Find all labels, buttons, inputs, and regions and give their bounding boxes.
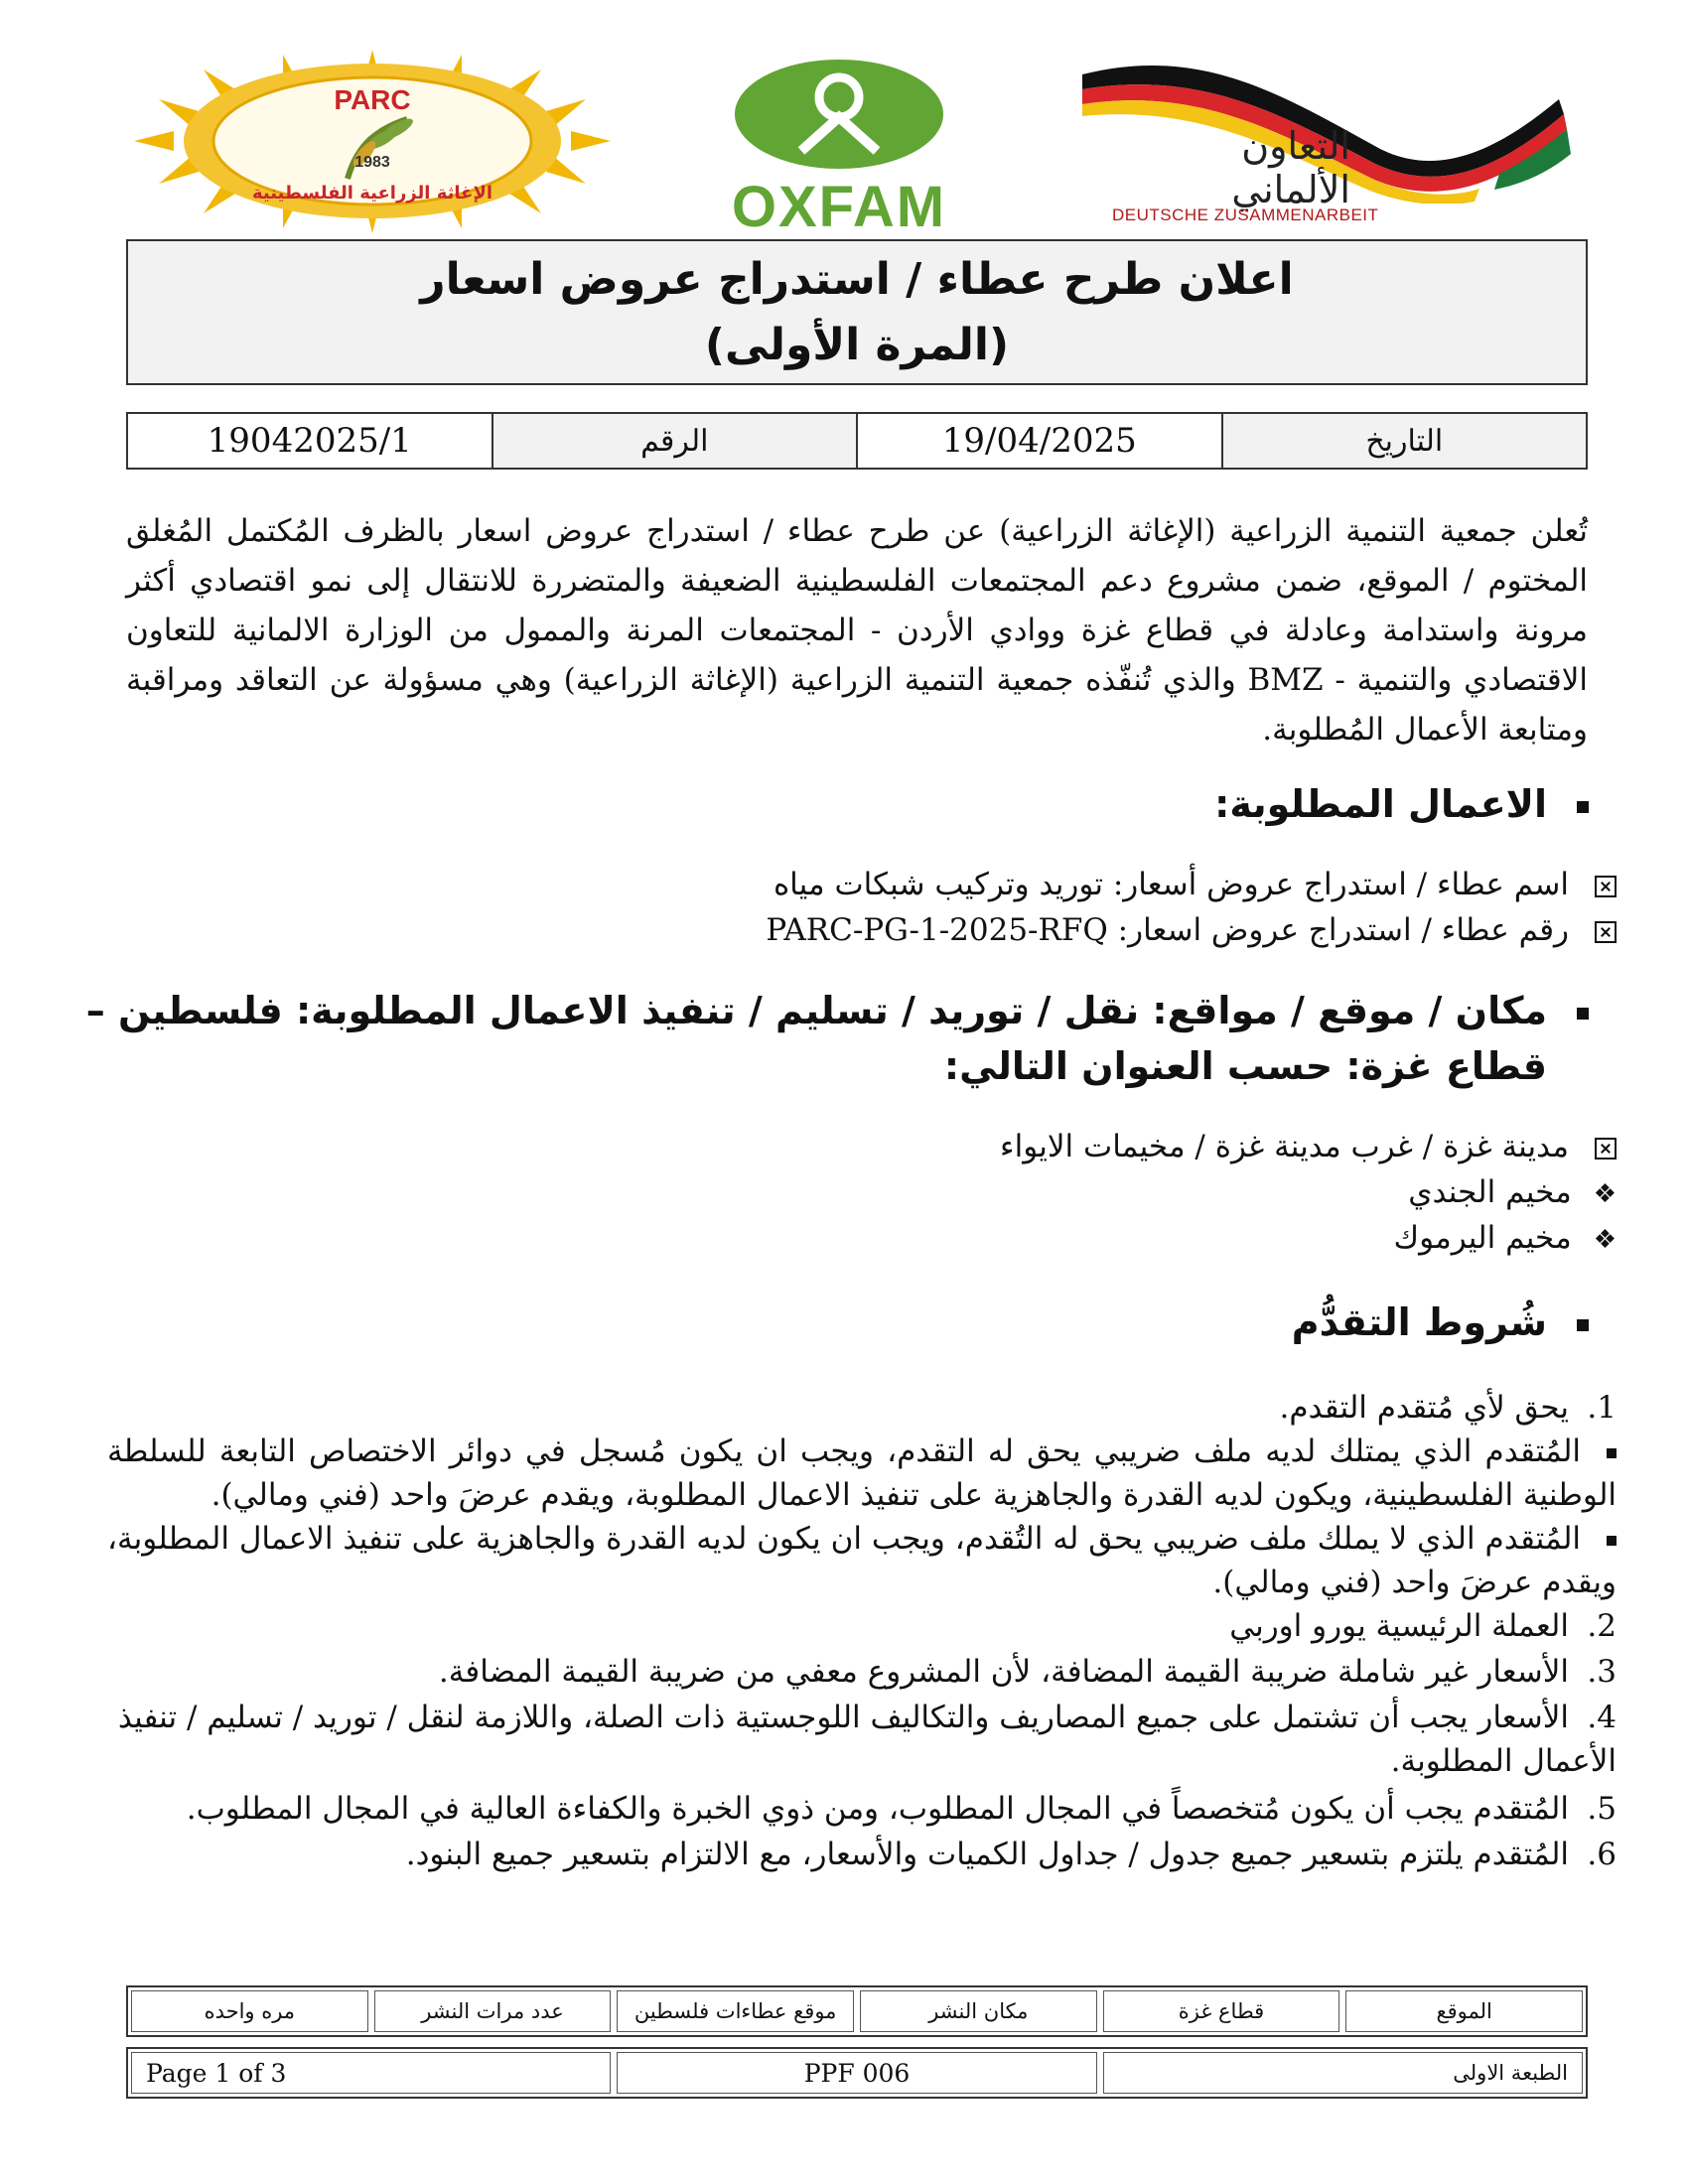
- list-item: ❖مخيم الجندي: [1408, 1169, 1617, 1217]
- date-number-row: [126, 412, 1588, 470]
- condition-subitem: المُتقدم الذي يمتلك لديه ملف ضريبي يحق له التقدم، ويجب ان يكون مُسجل في دوائر الاختصاص التابعة للسلطة الوطنية الفلسطينية، ويكون لديه القدرة والجاهزية على تنفيذ الاعمال المطلوبة، ويقدم عرضَ واحد (فني ومالي).: [107, 1433, 1617, 1513]
- list-item: ❖مخيم اليرموك: [1394, 1215, 1617, 1263]
- announcement-title-box: [126, 239, 1588, 385]
- square-bullet-icon: [1607, 1536, 1617, 1546]
- checkbox-bullet-icon: [1595, 1138, 1617, 1160]
- footer-cell: عدد مرات النشر: [374, 1990, 612, 2032]
- oxfam-logo: [690, 60, 988, 239]
- condition-item: 3.الأسعار غير شاملة ضريبة القيمة المضافة، لأن المشروع معفي من ضريبة القيمة المضافة.: [438, 1654, 1617, 1690]
- section-heading-works: الاعمال المطلوبة:: [1214, 782, 1589, 826]
- condition-item: 5.المُتقدم يجب أن يكون مُتخصصاً في المجال المطلوب، ومن ذوي الخبرة والكفاءة العالية في المجال المطلوب.: [186, 1791, 1617, 1827]
- date-label: التاريخ: [1221, 414, 1587, 468]
- square-bullet-icon: [1607, 1448, 1617, 1458]
- footer-cell: الموقع: [1345, 1990, 1583, 2032]
- parc-logo-arabic: الإغاثة الزراعية الفلسطينية: [251, 183, 493, 204]
- condition-item: 2.العملة الرئيسية يورو اوربي: [1229, 1608, 1617, 1644]
- number-value: 19042025/1: [207, 421, 412, 461]
- square-bullet-icon: [1577, 1008, 1589, 1020]
- parc-logo: [134, 50, 611, 233]
- square-bullet-icon: [1577, 801, 1589, 813]
- condition-item: 1.يحق لأي مُتقدم التقدم.: [1279, 1390, 1617, 1426]
- footer-cell: موقع عطاءات فلسطين: [617, 1990, 854, 2032]
- section-heading-location-cont: قطاع غزة: حسب العنوان التالي:: [943, 1044, 1547, 1088]
- parc-logo-text: PARC: [334, 84, 411, 115]
- list-item: رقم عطاء / استدراج عروض اسعار: PARC-PG-1-2025-RFQ: [766, 907, 1617, 953]
- german-cooperation-english: DEUTSCHE ZUSAMMENARBEIT: [1112, 205, 1379, 224]
- german-cooperation-logo: [1082, 55, 1579, 238]
- section-heading-conditions: شُروط التقدُّم: [1292, 1300, 1589, 1344]
- footer-cell: قطاع غزة: [1103, 1990, 1340, 2032]
- footer-publication-row: [126, 1985, 1588, 2037]
- checkbox-bullet-icon: [1595, 876, 1617, 897]
- footer-cell: مره واحده: [131, 1990, 368, 2032]
- number-label: الرقم: [492, 414, 857, 468]
- page-title: اعلان طرح عطاء / استدراج عروض اسعار: [420, 254, 1294, 305]
- diamond-bullet-icon: ❖: [1593, 1178, 1617, 1209]
- german-cooperation-arabic: التعاون الألماني: [1231, 124, 1350, 211]
- condition-subitem: المُتقدم الذي لا يملك ملف ضريبي يحق له التُقدم، ويجب ان يكون لديه القدرة والجاهزية على تنفيذ الاعمال المطلوبة، ويقدم عرضَ واحد (فني ومالي).: [107, 1521, 1617, 1600]
- oxfam-wordmark: OXFAM: [731, 175, 947, 239]
- footer-page-row: [126, 2047, 1588, 2099]
- page-number: Page 1 of 3: [131, 2052, 611, 2094]
- diamond-bullet-icon: ❖: [1593, 1224, 1617, 1255]
- footer-cell: مكان النشر: [860, 1990, 1097, 2032]
- page-subtitle: (المرة الأولى): [704, 320, 1010, 370]
- checkbox-bullet-icon: [1595, 921, 1617, 943]
- condition-item: 4.الأسعار يجب أن تشتمل على جميع المصاريف والتكاليف اللوجستية ذات الصلة، واللازمة لنقل / توريد / تسليم / تنفيذ الأعمال المطلوبة.: [117, 1700, 1617, 1779]
- condition-item: 6.المُتقدم يلتزم بتسعير جميع جدول / جداول الكميات والأسعار، مع الالتزام بتسعير جميع البنود.: [405, 1837, 1617, 1872]
- square-bullet-icon: [1577, 1319, 1589, 1331]
- date-value: 19/04/2025: [856, 414, 1221, 468]
- list-item: مدينة غزة / غرب مدينة غزة / مخيمات الايواء: [1000, 1124, 1617, 1169]
- parc-logo-year: 1983: [354, 154, 390, 171]
- list-item: اسم عطاء / استدراج عروض أسعار: توريد وتركيب شبكات مياه: [774, 862, 1617, 907]
- footer-form-code: PPF 006: [617, 2052, 1096, 2094]
- section-heading-location: مكان / موقع / مواقع: نقل / توريد / تسليم / تنفيذ الاعمال المطلوبة: فلسطين –: [86, 983, 1589, 1038]
- intro-paragraph: تُعلن جمعية التنمية الزراعية (الإغاثة الزراعية) عن طرح عطاء / استدراج عروض اسعار بالظرف المُكتمل المُغلق المختوم / الموقع، ضمن مشروع دعم المجتمعات الفلسطينية الضعيفة والمتضررة للانتقال إلى نمو اقتصادي أكثر مرونة واستدامة وعادلة في قطاع غزة ووادي الأردن - المجتمعات المرنة والممول من الوزارة الالمانية للتعاون الاقتصادي والتنمية - BMZ والذي تُنفّذه جمعية التنمية الزراعية (الإغاثة الزراعية) وهي مسؤولة عن التعاقد ومراقبة ومتابعة الأعمال المُطلوبة.: [126, 513, 1588, 748]
- footer-edition: الطبعة الاولى: [1103, 2052, 1583, 2094]
